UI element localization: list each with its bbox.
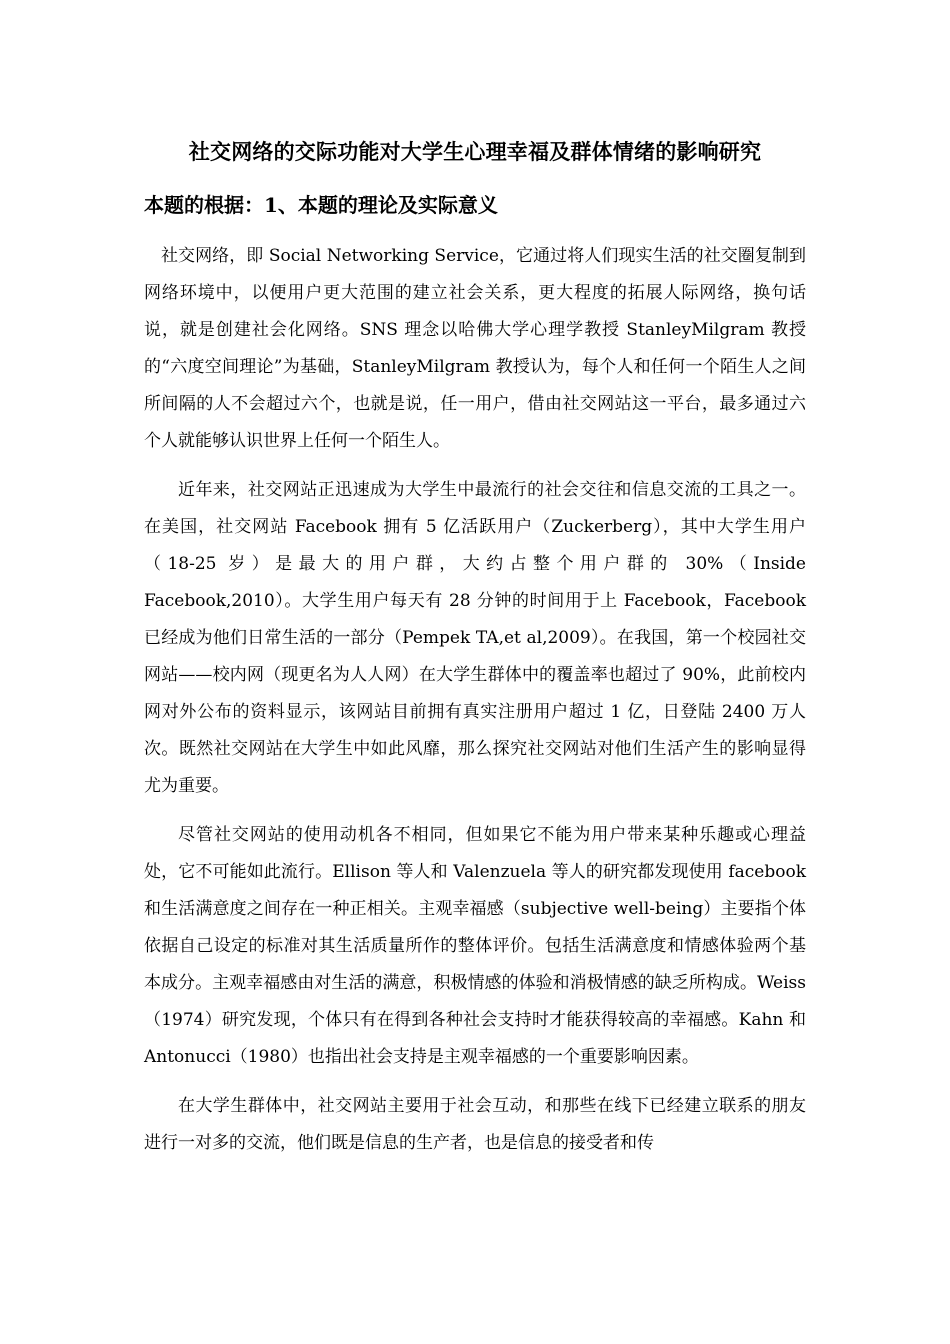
body-paragraph-4: 在大学生群体中，社交网站主要用于社会互动，和那些在线下已经建立联系的朋友进行一对多的交流，他们既是信息的生产者，也是信息的接受者和传 — [144, 1096, 806, 1153]
document-title: 社交网络的交际功能对大学生心理幸福及群体情绪的影响研究 — [188, 139, 762, 164]
section-heading: 本题的根据：1、本题的理论及实际意义 — [144, 193, 498, 217]
document-page — [144, 132, 806, 1174]
body-paragraph-2: 近年来，社交网站正迅速成为大学生中最流行的社会交往和信息交流的工具之一。在美国，社交网站 Facebook 拥有 5 亿活跃用户（Zuckerberg），其中大学生用户（18-25 岁）是最大的用户群，大约占整个用户群的 30%（Inside Facebook,2010）。大学生用户每天有 28 分钟的时间用于上 Facebook，Facebook 已经成为他们日常生活的一部分（Pempek TA,et al,2009）。在我国，第一个校园社交网站——校内网（现更名为人人网）在大学生群体中的覆盖率也超过了 90%，此前校内网对外公布的资料显示，该网站目前拥有真实注册用户超过 1 亿，日登陆 2400 万人次。既然社交网站在大学生中如此风靡，那么探究社交网站对他们生活产生的影响显得尤为重要。 — [144, 480, 806, 796]
body-paragraph-3: 尽管社交网站的使用动机各不相同，但如果它不能为用户带来某种乐趣或心理益处，它不可能如此流行。Ellison 等人和 Valenzuela 等人的研究都发现使用 facebook 和生活满意度之间存在一种正相关。主观幸福感（subjective well-being）主要指个体依据自己设定的标准对其生活质量所作的整体评价。包括生活满意度和情感体验两个基本成分。主观幸福感由对生活的满意，积极情感的体验和消极情感的缺乏所构成。Weiss（1974）研究发现，个体只有在得到各种社会支持时才能获得较高的幸福感。Kahn 和 Antonucci（1980）也指出社会支持是主观幸福感的一个重要影响因素。 — [144, 825, 806, 1067]
body-paragraph-1: 社交网络，即 Social Networking Service，它通过将人们现实生活的社交圈复制到网络环境中，以便用户更大范围的建立社会关系，更大程度的拓展人际网络，换句话说，就是创建社会化网络。SNS 理念以哈佛大学心理学教授 StanleyMilgram 教授的“六度空间理论”为基础，StanleyMilgram 教授认为，每个人和任何一个陌生人之间所间隔的人不会超过六个，也就是说，任一用户，借由社交网站这一平台，最多通过六个人就能够认识世界上任何一个陌生人。 — [144, 246, 806, 451]
